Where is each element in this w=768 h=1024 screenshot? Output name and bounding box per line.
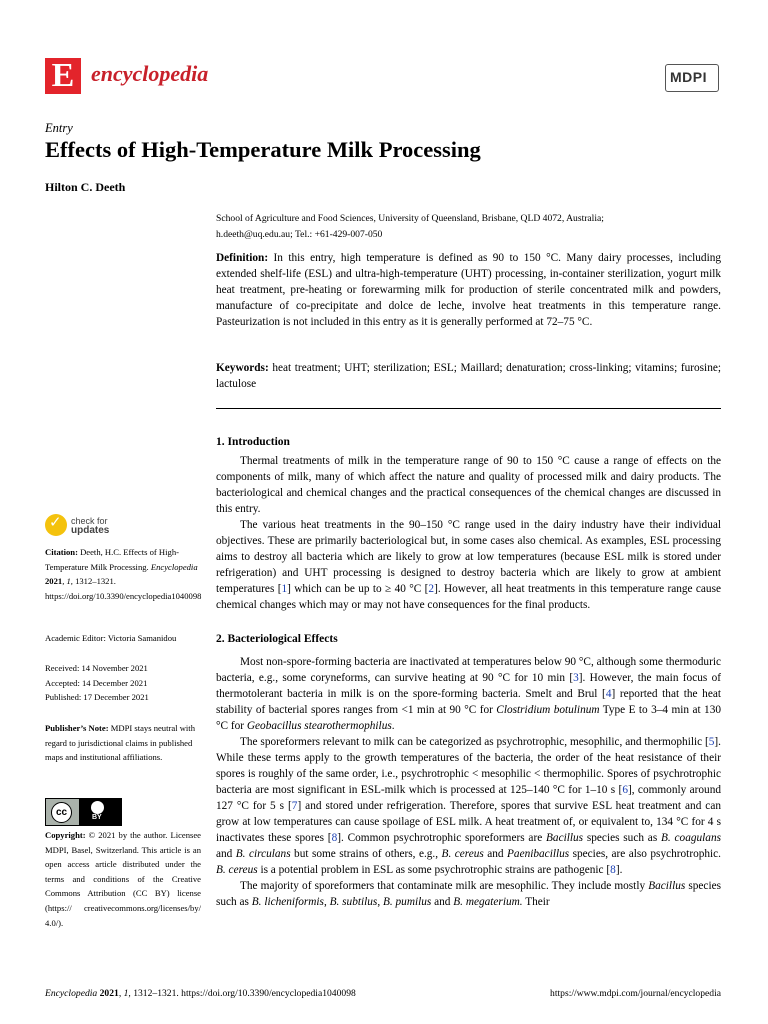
paragraph: The various heat treatments in the 90–150 °C range used in the dairy industry have their individual objectives. These are primarily bacteriological but, in some cases also chemical. As examples, ESL processing aims to destroy all bacteria which are likely to grow at low temperatures (because ESL milk is stored under refrigeration) and UHT processing is designed to destroy bacteria which are likely to grow at ambient temperatures [1] which can be up to ≥ 40 °C [2]. However, all heat treatments in this temperature range cause chemical changes which may or may not have consequences for the final products.	[216, 519, 721, 611]
citation-link[interactable]: 5	[708, 736, 715, 748]
citation-link[interactable]: 7	[291, 800, 298, 812]
citation: Citation: Deeth, H.C. Effects of High-Temperature Milk Processing. Encyclopedia 2021, 1, 1312–1321. https://doi.org/10.3390/encyclopedia1040098	[45, 547, 202, 601]
publisher-logo-icon	[665, 64, 719, 94]
publisher-name: MDPI	[670, 69, 707, 85]
dates	[45, 661, 201, 705]
author-name: Hilton C. Deeth	[45, 180, 126, 194]
affiliation-line: School of Agriculture and Food Sciences, University of Queensland, Brisbane, QLD 4072, Australia;	[216, 213, 604, 224]
paragraph: Thermal treatments of milk in the temperature range of 90 to 150 °C cause a range of effects on the components of milk, many of which affect the nature and quality of processed milk and dairy products. The bacteriological and chemical changes and the practical consequences of the chemical changes are discussed in this entry.	[216, 455, 721, 515]
paragraph: The majority of sporeformers that contaminate milk are mesophilic. They include mostly Bacillus species such as B. licheniformis, B. subtilus, B. pumilus and B. megaterium. Their	[216, 880, 721, 908]
received-date: Received: 14 November 2021	[45, 663, 148, 673]
definition-label: Definition:	[216, 252, 269, 264]
by-icon: BY	[79, 799, 121, 825]
section-heading-bacteriological: 2. Bacteriological Effects	[216, 633, 338, 645]
keywords-text: heat treatment; UHT; sterilization; ESL; Maillard; denaturation; cross-linking; vitamins; furosine; lactulose	[216, 362, 721, 390]
citation-link[interactable]: 3	[573, 672, 579, 684]
citation-link[interactable]: 8	[331, 832, 338, 844]
keywords	[216, 360, 721, 392]
citation-link[interactable]: 2	[428, 583, 435, 595]
check-icon: ✓	[45, 514, 67, 536]
divider	[216, 408, 721, 409]
citation-link[interactable]: 8	[610, 864, 616, 876]
keywords-label: Keywords:	[216, 362, 269, 374]
journal-name: encyclopedia	[91, 61, 209, 86]
definition-text: In this entry, high temperature is defined as 90 to 150 °C. Many dairy processes, including extended shelf-life (ESL) and ultra-high-temperature (UHT) processing, in-container sterilization, yogurt milk heat treatment, pre-heating or forewarming milk for production of sterile concentrated milk and powders, manufacture of co-precipitate and dolce de leche, involve heat treatments in this temperature range. Pasteurization is not included in this entry as it is generally performed at 72–75 °C.	[216, 252, 721, 328]
citation-link[interactable]: 6	[622, 784, 628, 796]
section-body-introduction	[216, 453, 721, 613]
affiliation	[216, 211, 721, 243]
section-heading-introduction: 1. Introduction	[216, 436, 290, 448]
affiliation-contact: h.deeth@uq.edu.au; Tel.: +61-429-007-050	[216, 229, 383, 240]
citation-link[interactable]: 4	[605, 688, 612, 700]
paragraph: The sporeformers relevant to milk can be categorized as psychrotrophic, mesophilic, and thermophilic [5]. While these terms apply to the growth temperatures of the bacteria, the order of the heat resistance of their spores is roughly of the same order, i.e., psychrotrophic < mesophilic < thermophilic. Spores of psychrotrophic bacteria are most significant in ESL-milk which is processed at 125–140 °C for 1–10 s [6], commonly around 127 °C for 5 s [7] and stored under refrigeration. Therefore, spores that survive ESL heat treatment and can grow at low temperatures can cause spoilage of ESL milk. A heat treatment of, or equivalent to, 134 °C for 4 s inactivates these spores [8]. Common psychrotrophic sporeformers are Bacillus species such as B. coagulans and B. circulans but some strains of others, e.g., B. cereus and Paenibacillus species, are also psychrotrophic. B. cereus is a potential problem in ESL as some psychrotrophic strains are pathogenic [8].	[216, 736, 721, 876]
cc-icon: cc	[51, 802, 72, 823]
footer-citation: Encyclopedia 2021, 1, 1312–1321. https://doi.org/10.3390/encyclopedia1040098	[45, 988, 356, 999]
logo-letter: E	[51, 57, 75, 94]
paragraph: Most non-spore-forming bacteria are inactivated at temperatures below 90 °C, although some thermoduric bacteria, e.g., some coryneforms, can survive heating at 90 °C for 10 min [3]. However, the main focus of thermotolerant bacteria in milk is on the spore-forming bacteria. Smelt and Brul [4] reported that the heat stability of bacterial spores ranges from <1 min at 90 °C for Clostridium botulinum Type E to 3–4 min at 130 °C for Geobacillus stearothermophilus.	[216, 656, 721, 732]
article-type: Entry	[45, 121, 73, 135]
academic-editor: Academic Editor: Victoria Samanidou	[45, 633, 177, 643]
footer-url[interactable]: https://www.mdpi.com/journal/encyclopedia	[550, 988, 721, 999]
copyright: Copyright: © 2021 by the author. Licensee MDPI, Basel, Switzerland. This article is an open access article distributed under the terms and conditions of the Creative Commons Attribution (CC BY) license (https:// creativecommons.org/licenses/by/ 4.0/).	[45, 830, 201, 928]
definition	[216, 250, 721, 330]
cc-license-icon[interactable]	[45, 798, 122, 826]
page-title: Effects of High-Temperature Milk Processing	[45, 137, 481, 162]
published-date: Published: 17 December 2021	[45, 692, 149, 703]
accepted-date: Accepted: 14 December 2021	[45, 677, 148, 688]
section-body-bacteriological	[216, 654, 721, 910]
journal-logo-icon	[45, 58, 81, 94]
publishers-note: Publisher’s Note: MDPI stays neutral with regard to jurisdictional claims in published maps and institutional affiliations.	[45, 723, 195, 763]
citation-link[interactable]: 1	[281, 583, 288, 595]
